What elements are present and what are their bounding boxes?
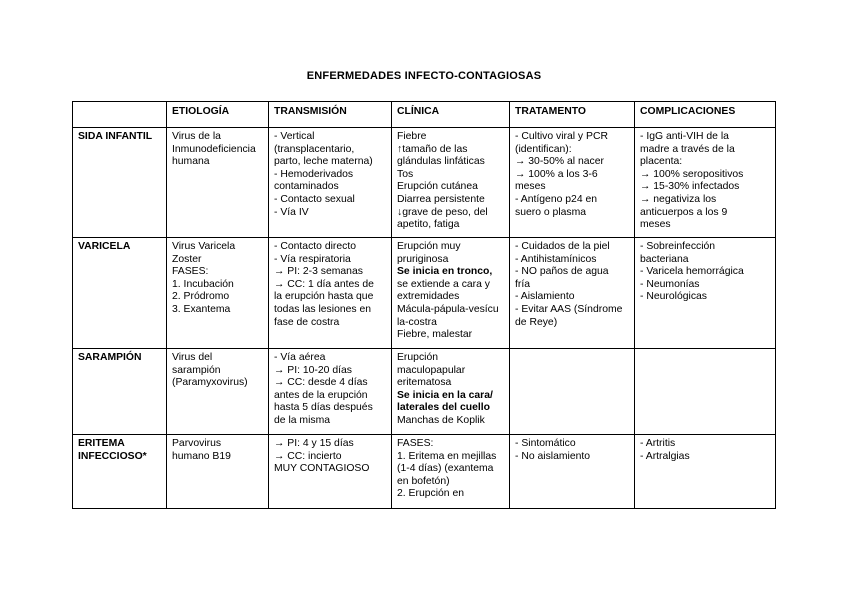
cell-line: → PI: 10-20 días bbox=[274, 364, 352, 376]
cell-line: (1-4 días) (exantema bbox=[397, 463, 494, 475]
cell-line: 1. Incubación bbox=[172, 278, 234, 290]
cell-line: en bofetón) bbox=[397, 475, 450, 487]
header-cell-clinica: CLÍNICA bbox=[392, 102, 510, 128]
cell-line: suero o plasma bbox=[515, 206, 587, 218]
cell-line: Tos bbox=[397, 168, 414, 180]
cell-line: → CC: incierto bbox=[274, 450, 342, 462]
transmision-cell bbox=[269, 349, 392, 435]
cell-line: parto, leche materna) bbox=[274, 156, 373, 168]
cell-line: - Artralgias bbox=[640, 450, 690, 462]
cell-line: (transplacentario, bbox=[274, 143, 355, 155]
cell-line: - Antígeno p24 en bbox=[515, 193, 598, 205]
cell-line: - Cultivo viral y PCR bbox=[515, 131, 608, 142]
complicaciones-cell bbox=[635, 435, 776, 509]
complicaciones-cell bbox=[635, 238, 776, 349]
cell-line: extremidades bbox=[397, 291, 460, 303]
cell-line: (Paramyxovirus) bbox=[172, 377, 248, 389]
cell-line: → PI: 4 y 15 días bbox=[274, 438, 354, 449]
table-row-sida-infantil bbox=[73, 128, 776, 238]
cell-line: - Vía aérea bbox=[274, 352, 326, 363]
cell-line: - Contacto sexual bbox=[274, 193, 355, 205]
cell-line-bold: Se inicia en tronco, bbox=[397, 266, 493, 278]
cell-line: Virus Varicela bbox=[172, 241, 236, 252]
tratamiento-cell bbox=[510, 238, 635, 349]
disease-cell bbox=[73, 349, 167, 435]
transmision-cell bbox=[269, 238, 392, 349]
cell-line: FASES: bbox=[172, 266, 209, 278]
clinica-cell bbox=[392, 349, 510, 435]
transmision-cell bbox=[269, 128, 392, 238]
cell-line: se extiende a cara y bbox=[397, 278, 490, 290]
disease-cell bbox=[73, 128, 167, 238]
clinica-cell bbox=[392, 128, 510, 238]
cell-line: sarampión bbox=[172, 364, 221, 376]
cell-line: eritematosa bbox=[397, 377, 452, 389]
cell-line: 1. Eritema en mejillas bbox=[397, 450, 497, 462]
cell-line: humano B19 bbox=[172, 450, 231, 462]
cell-line: Diarrea persistente bbox=[397, 193, 485, 205]
cell-line: - Artritis bbox=[640, 438, 676, 449]
tratamiento-cell bbox=[510, 435, 635, 509]
cell-line: de Reye) bbox=[515, 316, 558, 328]
cell-line: → 100% seropositivos bbox=[640, 168, 744, 180]
cell-line: - Vía respiratoria bbox=[274, 253, 351, 265]
page-title: ENFERMEDADES INFECTO-CONTAGIOSAS bbox=[306, 70, 542, 82]
cell-line: SIDA INFANTIL bbox=[78, 131, 153, 142]
cell-line: ERITEMA bbox=[78, 438, 125, 449]
cell-line: Fiebre, malestar bbox=[397, 329, 473, 341]
cell-line: MUY CONTAGIOSO bbox=[274, 463, 370, 475]
cell-line: maculopapular bbox=[397, 364, 466, 376]
cell-line: (identifican): bbox=[515, 143, 572, 155]
cell-line: ↓grave de peso, del bbox=[397, 206, 488, 218]
cell-line: meses bbox=[640, 219, 671, 231]
cell-line: Parvovirus bbox=[172, 438, 222, 449]
cell-line-bold: laterales del cuello bbox=[397, 402, 490, 414]
disease-cell bbox=[73, 238, 167, 349]
cell-line: - Neurológicas bbox=[640, 291, 707, 303]
header-cell-transmision: TRANSMISIÓN bbox=[269, 102, 392, 128]
header-cell-empty bbox=[73, 102, 167, 128]
cell-line: humana bbox=[172, 156, 210, 168]
etiologia-cell bbox=[167, 349, 269, 435]
cell-line: VARICELA bbox=[78, 241, 131, 252]
table-row-eritema-infeccioso bbox=[73, 435, 776, 509]
cell-line: de la misma bbox=[274, 414, 331, 426]
cell-line: todas las lesiones en bbox=[274, 303, 372, 315]
cell-line: - Aislamiento bbox=[515, 291, 575, 303]
cell-line: - Neumonías bbox=[640, 278, 700, 290]
cell-line: SARAMPIÓN bbox=[78, 352, 142, 363]
cell-line: glándulas linfáticas bbox=[397, 156, 485, 168]
cell-line-bold: Se inicia en la cara/ bbox=[397, 389, 493, 401]
header-cell-tratamiento: TRATAMENTO bbox=[510, 102, 635, 128]
cell-line: Erupción muy bbox=[397, 241, 461, 252]
etiologia-cell bbox=[167, 238, 269, 349]
clinica-cell bbox=[392, 435, 510, 509]
header-row bbox=[73, 102, 776, 128]
tratamiento-cell bbox=[510, 349, 635, 435]
cell-line: madre a través de la bbox=[640, 143, 735, 155]
cell-line: - Sobreinfección bbox=[640, 241, 716, 252]
cell-line: Virus de la bbox=[172, 131, 221, 142]
header-cell-etiologia: ETIOLOGÍA bbox=[167, 102, 269, 128]
cell-line: Zoster bbox=[172, 253, 202, 265]
cell-line: - Cuidados de la piel bbox=[515, 241, 610, 252]
cell-line: hasta 5 días después bbox=[274, 402, 373, 414]
etiologia-cell bbox=[167, 128, 269, 238]
cell-line: → PI: 2-3 semanas bbox=[274, 266, 363, 278]
cell-line: contaminados bbox=[274, 181, 339, 193]
cell-line: fase de costra bbox=[274, 316, 340, 328]
cell-line: → 100% a los 3-6 bbox=[515, 168, 598, 180]
complicaciones-cell bbox=[635, 128, 776, 238]
clinica-cell bbox=[392, 238, 510, 349]
tratamiento-cell bbox=[510, 128, 635, 238]
cell-line: ↑tamaño de las bbox=[397, 143, 468, 155]
diseases-table bbox=[72, 101, 776, 509]
cell-line: - Evitar AAS (Síndrome bbox=[515, 303, 623, 315]
cell-line: - Vertical bbox=[274, 131, 315, 142]
cell-line: Manchas de Koplik bbox=[397, 414, 485, 426]
cell-line: Virus del bbox=[172, 352, 213, 363]
cell-line: la erupción hasta que bbox=[274, 291, 374, 303]
cell-line: - NO paños de agua bbox=[515, 266, 609, 278]
cell-line: Mácula-pápula-vesícu bbox=[397, 303, 499, 315]
cell-line: 3. Exantema bbox=[172, 303, 231, 315]
table-row-varicela bbox=[73, 238, 776, 349]
cell-line: - Sintomático bbox=[515, 438, 576, 449]
header-cell-complicaciones: COMPLICACIONES bbox=[635, 102, 776, 128]
disease-cell bbox=[73, 435, 167, 509]
cell-line: - Contacto directo bbox=[274, 241, 357, 252]
cell-line: - Varicela hemorrágica bbox=[640, 266, 744, 278]
complicaciones-cell bbox=[635, 349, 776, 435]
cell-line: la-costra bbox=[397, 316, 437, 328]
etiologia-cell bbox=[167, 435, 269, 509]
cell-line: - Hemoderivados bbox=[274, 168, 354, 180]
cell-line: - No aislamiento bbox=[515, 450, 591, 462]
cell-line: → CC: 1 día antes de bbox=[274, 278, 374, 290]
cell-line: bacteriana bbox=[640, 253, 689, 265]
cell-line: - IgG anti-VIH de la bbox=[640, 131, 729, 142]
cell-line: anticuerpos a los 9 bbox=[640, 206, 728, 218]
table-row-sarampion bbox=[73, 349, 776, 435]
cell-line: apetito, fatiga bbox=[397, 219, 460, 231]
cell-line: Erupción bbox=[397, 352, 439, 363]
cell-line: Fiebre bbox=[397, 131, 427, 142]
cell-line: FASES: bbox=[397, 438, 434, 449]
cell-line: - Antihistamínicos bbox=[515, 253, 597, 265]
cell-line: 2. Erupción en bbox=[397, 488, 465, 500]
cell-line: Inmunodeficiencia bbox=[172, 143, 256, 155]
cell-line: - Vía IV bbox=[274, 206, 309, 218]
cell-line: meses bbox=[515, 181, 546, 193]
cell-line: → 15-30% infectados bbox=[640, 181, 740, 193]
cell-line: → CC: desde 4 días bbox=[274, 377, 368, 389]
transmision-cell bbox=[269, 435, 392, 509]
cell-line: 2. Pródromo bbox=[172, 291, 230, 303]
cell-line: fría bbox=[515, 278, 531, 290]
cell-line: placenta: bbox=[640, 156, 683, 168]
cell-line: INFECCIOSO* bbox=[78, 450, 147, 462]
cell-line: → 30-50% al nacer bbox=[515, 156, 604, 168]
cell-line: Erupción cutánea bbox=[397, 181, 478, 193]
cell-line: pruriginosa bbox=[397, 253, 449, 265]
cell-line: antes de la erupción bbox=[274, 389, 368, 401]
cell-line: → negativiza los bbox=[640, 193, 717, 205]
